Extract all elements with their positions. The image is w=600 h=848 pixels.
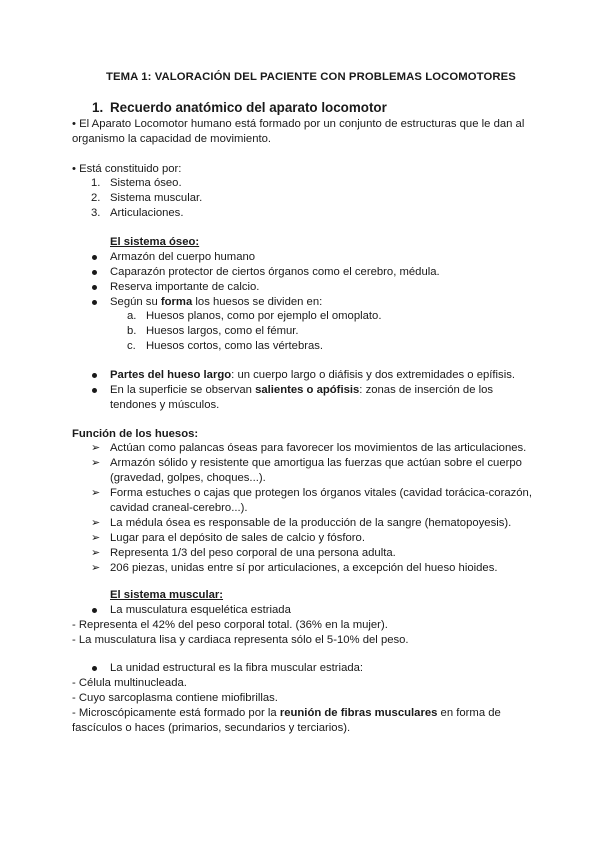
list-item: Caparazón protector de ciertos órganos como el cerebro, médula. <box>110 266 440 278</box>
list-item: Articulaciones. <box>110 207 184 219</box>
bullet-icon <box>92 388 97 393</box>
list-item: Armazón del cuerpo humano <box>110 251 256 263</box>
muscular-detail: - Microscópicamente está formado por la reunión de fibras musculares en forma de <box>72 707 501 719</box>
funcion-line: Forma estuches o cajas que protegen los órganos vitales (cavidad torácica-corazón, <box>110 487 532 499</box>
bullet-icon <box>92 300 97 305</box>
bullet-icon <box>92 285 97 290</box>
funcion-line: Armazón sólido y resistente que amortigua las fuerzas que actúan sobre el cuerpo <box>110 457 522 469</box>
arrow-bullet-icon: ➢ <box>91 532 101 544</box>
bullet-icon <box>92 270 97 275</box>
oseo-heading: El sistema óseo: <box>110 236 200 248</box>
muscular-detail: fascículos o haces (primarios, secundarios y terciarios). <box>72 722 351 734</box>
list-item: Sistema óseo. <box>110 177 182 189</box>
list-item: Reserva importante de calcio. <box>110 281 260 293</box>
arrow-bullet-icon: ➢ <box>91 547 101 559</box>
list-number: 2. <box>91 192 101 204</box>
sublist-letter: c. <box>127 340 136 352</box>
arrow-bullet-icon: ➢ <box>91 442 101 454</box>
muscular-detail: - Representa el 42% del peso corporal total. (36% en la mujer). <box>72 619 388 631</box>
list-number: 3. <box>91 207 101 219</box>
sublist-item: Huesos largos, como el fémur. <box>146 325 299 337</box>
sublist-item: Huesos cortos, como las vértebras. <box>146 340 324 352</box>
arrow-bullet-icon: ➢ <box>91 562 101 574</box>
sublist-item: Huesos planos, como por ejemplo el omoplato. <box>146 310 382 322</box>
section-number: 1. <box>92 100 104 115</box>
arrow-bullet-icon: ➢ <box>91 487 101 499</box>
bullet-icon <box>92 666 97 671</box>
superficie-line: En la superficie se observan salientes o apófisis: zonas de inserción de los <box>110 384 494 396</box>
sublist-letter: a. <box>127 310 137 322</box>
funcion-line: Actúan como palancas óseas para favorecer los movimientos de las articulaciones. <box>110 442 527 454</box>
funcion-line: Representa 1/3 del peso corporal de una persona adulta. <box>110 547 396 559</box>
funcion-line: cavidad craneal-cerebro...). <box>110 502 248 514</box>
list-number: 1. <box>91 177 101 189</box>
arrow-bullet-icon: ➢ <box>91 457 101 469</box>
section-heading: Recuerdo anatómico del aparato locomotor <box>110 100 387 115</box>
funcion-line: (gravedad, golpes, choques...). <box>110 472 266 484</box>
partes-line: Partes del hueso largo: un cuerpo largo o diáfisis y dos extremidades o epífisis. <box>110 369 515 381</box>
bullet-icon <box>92 608 97 613</box>
arrow-bullet-icon: ➢ <box>91 517 101 529</box>
intro-line-1: • El Aparato Locomotor humano está formado por un conjunto de estructuras que le dan al <box>72 118 525 130</box>
funcion-line: Lugar para el depósito de sales de calcio y fósforo. <box>110 532 365 544</box>
bullet-icon <box>92 373 97 378</box>
muscular-detail: - Célula multinucleada. <box>72 677 187 689</box>
page-title: TEMA 1: VALORACIÓN DEL PACIENTE CON PROBLEMAS LOCOMOTORES <box>106 71 516 83</box>
muscular-heading: El sistema muscular: <box>110 589 224 601</box>
muscular-item: La unidad estructural es la fibra muscular estriada: <box>110 662 364 674</box>
sublist-letter: b. <box>127 325 137 337</box>
bullet-icon <box>92 255 97 260</box>
muscular-detail: - Cuyo sarcoplasma contiene miofibrillas. <box>72 692 278 704</box>
muscular-detail: - La musculatura lisa y cardiaca representa sólo el 5-10% del peso. <box>72 634 409 646</box>
muscular-item: La musculatura esquelética estriada <box>110 604 291 616</box>
funcion-line: 206 piezas, unidas entre sí por articulaciones, a excepción del hueso hioides. <box>110 562 498 574</box>
constituted-line: • Está constituido por: <box>72 163 182 175</box>
funcion-line: La médula ósea es responsable de la producción de la sangre (hematopoyesis). <box>110 517 512 529</box>
superficie-line-2: tendones y músculos. <box>110 399 220 411</box>
forma-line: Según su forma los huesos se dividen en: <box>110 296 323 308</box>
funcion-heading: Función de los huesos: <box>72 428 199 440</box>
intro-line-2: organismo la capacidad de movimiento. <box>72 133 272 145</box>
list-item: Sistema muscular. <box>110 192 203 204</box>
